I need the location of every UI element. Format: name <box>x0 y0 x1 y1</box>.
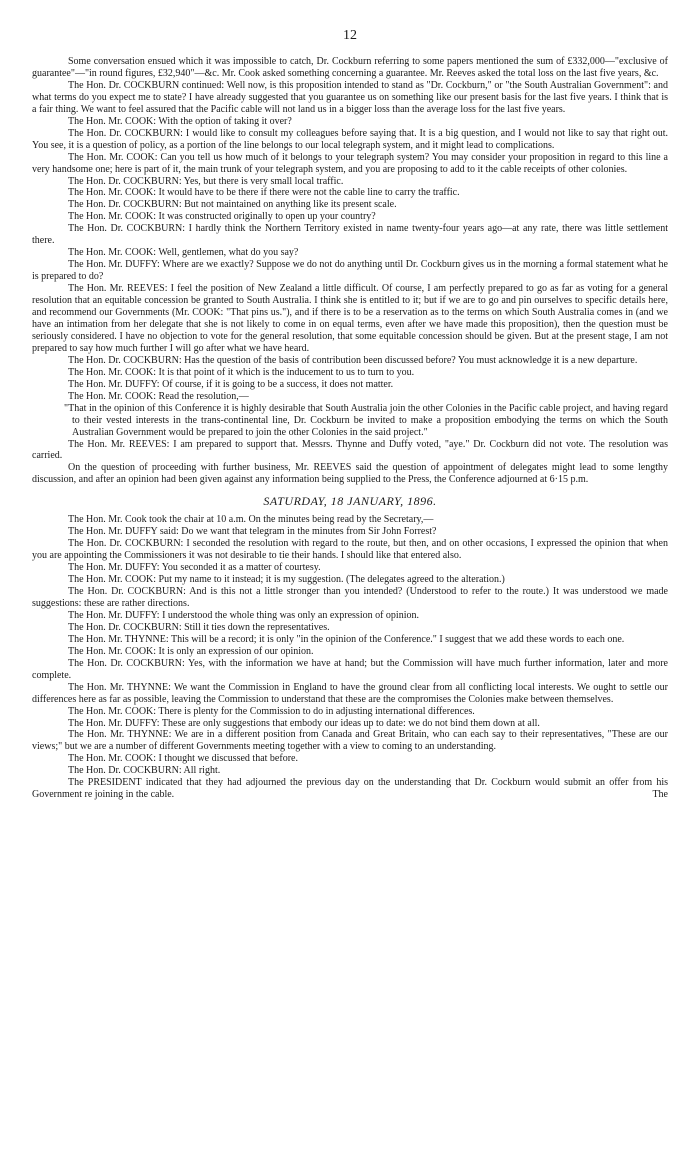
catchword: The <box>652 789 668 801</box>
paragraph: The Hon. Mr. Cook took the chair at 10 a.m. On the minutes being read by the Secretary,— <box>68 514 434 526</box>
paragraph: The Hon. Mr. COOK: It is that point of it which is the inducement to us to turn to you. <box>68 366 415 378</box>
paragraph: The Hon. Dr. COCKBURN: All right. <box>68 765 221 777</box>
paragraph: The Hon. Mr. DUFFY said: Do we want that telegram in the minutes from Sir John Forrest? <box>68 526 437 538</box>
paragraph: The Hon. Dr. COCKBURN: Yes, but there is very small local traffic. <box>68 175 344 187</box>
paragraph: Some conversation ensued which it was impossible to catch, Dr. Cockburn referring to some papers mentioned the sum of £332,000—"exclusive of guarantee"—"in round figures, £32,940"—&c. Mr. Cook asked something concerning a guarantee. Mr. Reeves asked the total loss on the last five years, &c. <box>32 56 668 79</box>
paragraph: The Hon. Dr. COCKBURN: Yes, with the information we have at hand; but the Commission will have much further information, later and more complete. <box>32 657 668 681</box>
paragraph: The Hon. Dr. COCKBURN: And is this not a little stronger than you intended? (Understood to refer to the route.) It was understood we made suggestions: these are rather directions. <box>32 586 668 609</box>
paragraph: The Hon. Mr. COOK: Put my name to it instead; it is my suggestion. (The delegates agreed to the alteration.) <box>68 574 505 586</box>
paragraph: The Hon. Dr. COCKBURN: But not maintained on anything like its present scale. <box>68 199 397 211</box>
paragraph: The Hon. Mr. DUFFY: These are only suggestions that embody our ideas up to date: we do not bind them down at all. <box>68 717 540 729</box>
paragraph: The Hon. Mr. THYNNE: We want the Commission in England to have the ground clear from all conflicting local interests. We ought to settle our differences here as far as possible, leaving the Commission to understand that these are the compromises the Colonies make between themselves. <box>32 681 668 705</box>
resolution-quote: "That in the opinion of this Conference it is highly desirable that South Australia join the other Colonies in the Pacific cable project, and having regard to their vested interests in the trans-continental line, Dr. Cockburn be invited to make a proposition embodying the terms on which the South Australian Government would be prepared to join the other Colonies in the said project." <box>64 402 668 438</box>
paragraph: The Hon. Mr. COOK: Well, gentlemen, what do you say? <box>68 247 299 259</box>
paragraph: The Hon. Mr. COOK: I thought we discussed that before. <box>68 753 298 765</box>
paragraph: The Hon. Mr. COOK: Read the resolution,— <box>68 390 249 402</box>
paragraph: The Hon. Mr. COOK: There is plenty for the Commission to do in adjusting international differences. <box>68 705 475 717</box>
paragraph: The Hon. Dr. COCKBURN: Has the question of the basis of contribution been discussed before? You must acknowledge it is a new departure. <box>68 354 638 366</box>
paragraph: The Hon. Mr. REEVES: I feel the position of New Zealand a little difficult. Of course, I am perfectly prepared to go as far as voting for a general resolution that an equitable concession be granted to South Australia. I think she is entitled to it; but if we are to go and pin ourselves to specific details here, and recommend our Governments (Mr. COOK: "That pins us."), and if there is to be a reservation as to the terms on which South Australia comes in (and we have an intimation from her delegate that she is not likely to come in on equal terms, even after we have made this proposition), then the question must be seriously considered. I have no objection to vote for the general resolution, that some equitable concession should be given. But at the present stage, I am not prepared to say how much further I will go after what we have heard. <box>32 283 668 354</box>
paragraph: The Hon. Dr. COCKBURN: I hardly think the Northern Territory existed in name twenty-four years ago—at any rate, there was little settlement there. <box>32 223 668 247</box>
paragraph: The Hon. Mr. THYNNE: This will be a record; it is only "in the opinion of the Conference." I suggest that we add these words to each one. <box>68 633 625 645</box>
paragraph: The Hon. Mr. DUFFY: Of course, if it is going to be a success, it does not matter. <box>68 378 394 390</box>
paragraph: The Hon. Mr. DUFFY: I understood the whole thing was only an expression of opinion. <box>68 609 419 621</box>
paragraph-with-catchword <box>32 777 668 801</box>
proceedings-day-one <box>32 56 668 486</box>
paragraph: The Hon. Dr. COCKBURN: I seconded the resolution with regard to the route, but then, and on other occasions, I expressed the opinion that when you are appointing the Commissioners it was not desirable to tie their hands. I should like that entered also. <box>32 538 668 562</box>
section-heading-date: SATURDAY, 18 JANUARY, 1896. <box>263 494 437 509</box>
paragraph: The Hon. Mr. DUFFY: You seconded it as a matter of courtesy. <box>68 562 321 574</box>
paragraph: The Hon. Dr. COCKBURN continued: Well now, is this proposition intended to stand as "Dr. Cockburn," or "the South Australian Government": and what terms do you expect me to state? I have already suggested that you guarantee us on something like our present basis for the last five years. I think that is a fair thing. We want to feel assured that the Pacific cable will not land us in a bigger loss than the average loss for the last five years. <box>32 79 668 115</box>
paragraph: The Hon. Dr. COCKBURN: Still it ties down the representatives. <box>68 621 330 633</box>
paragraph: The Hon. Mr. COOK: Can you tell us how much of it belongs to your telegraph system? You may consider your proposition in regard to this line a very handsome one; here is part of it, the main trunk of your telegraph system, and you are proposing to add to it the cable receipts of other colonies. <box>32 151 668 175</box>
proceedings-day-two <box>32 514 668 801</box>
paragraph: The Hon. Mr. COOK: It was constructed originally to open up your country? <box>68 211 376 223</box>
paragraph: The Hon. Mr. COOK: It is only an expression of our opinion. <box>68 645 314 657</box>
paragraph: The Hon. Mr. COOK: It would have to be there if there were not the cable line to carry the traffic. <box>68 187 460 199</box>
page-number: 12 <box>343 28 357 43</box>
paragraph: The Hon. Mr. THYNNE: We are in a different position from Canada and Great Britain, who can each say to their representatives, "These are our views;" but we are a number of different Governments meeting together with a view to coming to an understanding. <box>32 729 668 753</box>
paragraph: The Hon. Mr. DUFFY: Where are we exactly? Suppose we do not do anything until Dr. Cockburn gives us in the morning a formal statement what he is prepared to do? <box>32 259 668 283</box>
paragraph: The Hon. Mr. COOK: With the option of taking it over? <box>68 115 292 127</box>
paragraph-text: The PRESIDENT indicated that they had adjourned the previous day on the understanding that Dr. Cockburn would submit an offer from his Government re joining in the cable. <box>32 777 668 801</box>
paragraph: On the question of proceeding with further business, Mr. REEVES said the question of appointment of delegates might lead to some lengthy discussion, and after an opinion had been given against any information being supplied to the Press, the Conference adjourned at 6·15 p.m. <box>32 462 668 486</box>
paragraph: The Hon. Mr. REEVES: I am prepared to support that. Messrs. Thynne and Duffy voted, "aye." Dr. Cockburn did not vote. The resolution was carried. <box>32 438 668 462</box>
paragraph: The Hon. Dr. COCKBURN: I would like to consult my colleagues before saying that. It is a big question, and I would not like to say that right out. You see, it is a question of policy, as a portion of the line belongs to our local telegraph system, and it might lead to complications. <box>32 127 668 151</box>
